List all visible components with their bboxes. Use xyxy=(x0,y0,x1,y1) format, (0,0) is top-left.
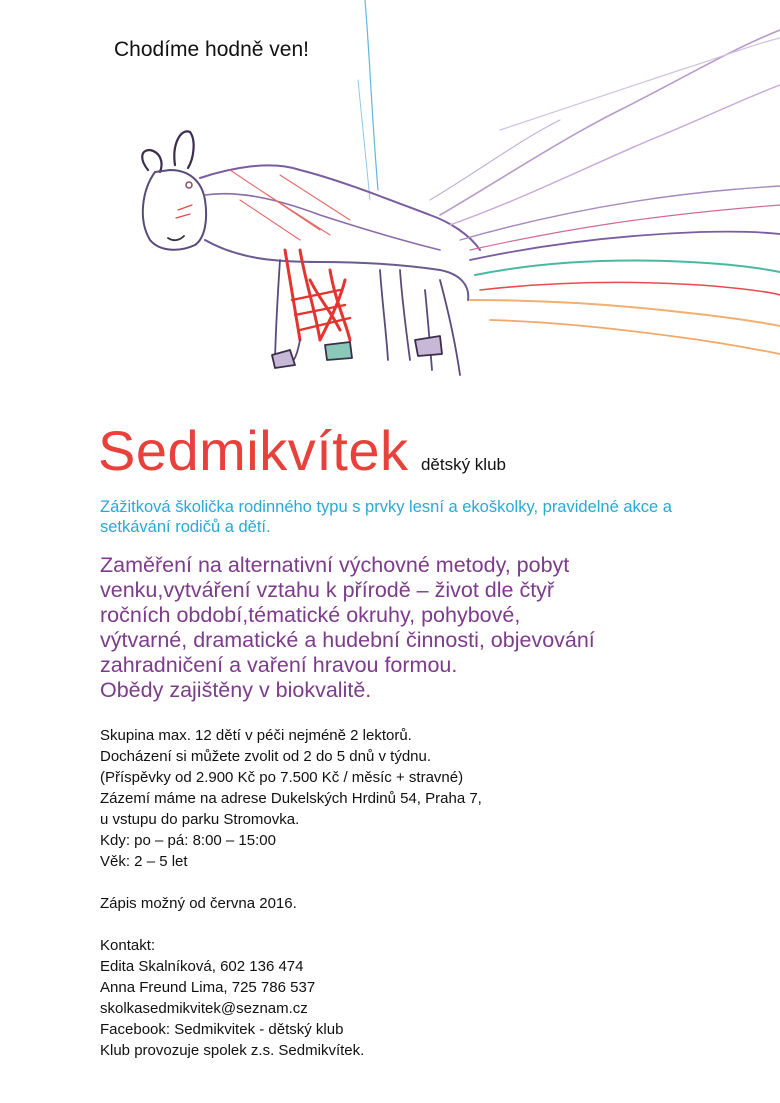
focus-line: venku,vytváření vztahu k přírodě – život dle čtyř xyxy=(100,578,555,602)
focus-paragraph xyxy=(100,553,740,703)
contact-facebook[interactable]: Facebook: Sedmikvitek - dětský klub xyxy=(100,1021,344,1038)
focus-line: zahradničení a vaření hravou formou. xyxy=(100,653,458,677)
title-row xyxy=(98,418,506,483)
focus-line: ročních období,tématické okruhy, pohybové, xyxy=(100,603,521,627)
contact-email[interactable]: skolkasedmikvitek@seznam.cz xyxy=(100,1000,308,1017)
intro-text: Zážitková školička rodinného typu s prvky lesní a ekoškolky, pravidelné akce a setkávání rodičů a dětí. xyxy=(100,498,672,536)
details-block xyxy=(100,725,482,1061)
contact-person-2: Anna Freund Lima, 725 786 537 xyxy=(100,979,316,996)
focus-line: Obědy zajištěny v biokvalitě. xyxy=(100,678,372,702)
child-drawing-illustration xyxy=(0,0,780,400)
contact-operator: Klub provozuje spolek z.s. Sedmikvítek. xyxy=(100,1042,365,1059)
contact-heading: Kontakt: xyxy=(100,937,156,954)
enrollment-text: Zápis možný od června 2016. xyxy=(100,895,297,912)
focus-line: výtvarné, dramatické a hudební činnosti, objevování xyxy=(100,628,595,652)
focus-line: Zaměření na alternativní výchovné metody, pobyt xyxy=(100,553,570,577)
detail-line: Zázemí máme na adrese Dukelských Hrdinů 54, Praha 7, xyxy=(100,790,482,807)
detail-line: Skupina max. 12 dětí v péči nejméně 2 lektorů. xyxy=(100,727,412,744)
tagline: Chodíme hodně ven! xyxy=(114,38,309,61)
page-subtitle: dětský klub xyxy=(420,455,506,474)
detail-line: Kdy: po – pá: 8:00 – 15:00 xyxy=(100,832,276,849)
contact-person-1: Edita Skalníková, 602 136 474 xyxy=(100,958,304,975)
detail-line: (Příspěvky od 2.900 Kč po 7.500 Kč / měsíc + stravné) xyxy=(100,769,464,786)
page-title: Sedmikvítek xyxy=(98,419,409,482)
detail-line: Věk: 2 – 5 let xyxy=(100,853,188,870)
detail-line: u vstupu do parku Stromovka. xyxy=(100,811,300,828)
detail-line: Docházení si můžete zvolit od 2 do 5 dnů v týdnu. xyxy=(100,748,432,765)
